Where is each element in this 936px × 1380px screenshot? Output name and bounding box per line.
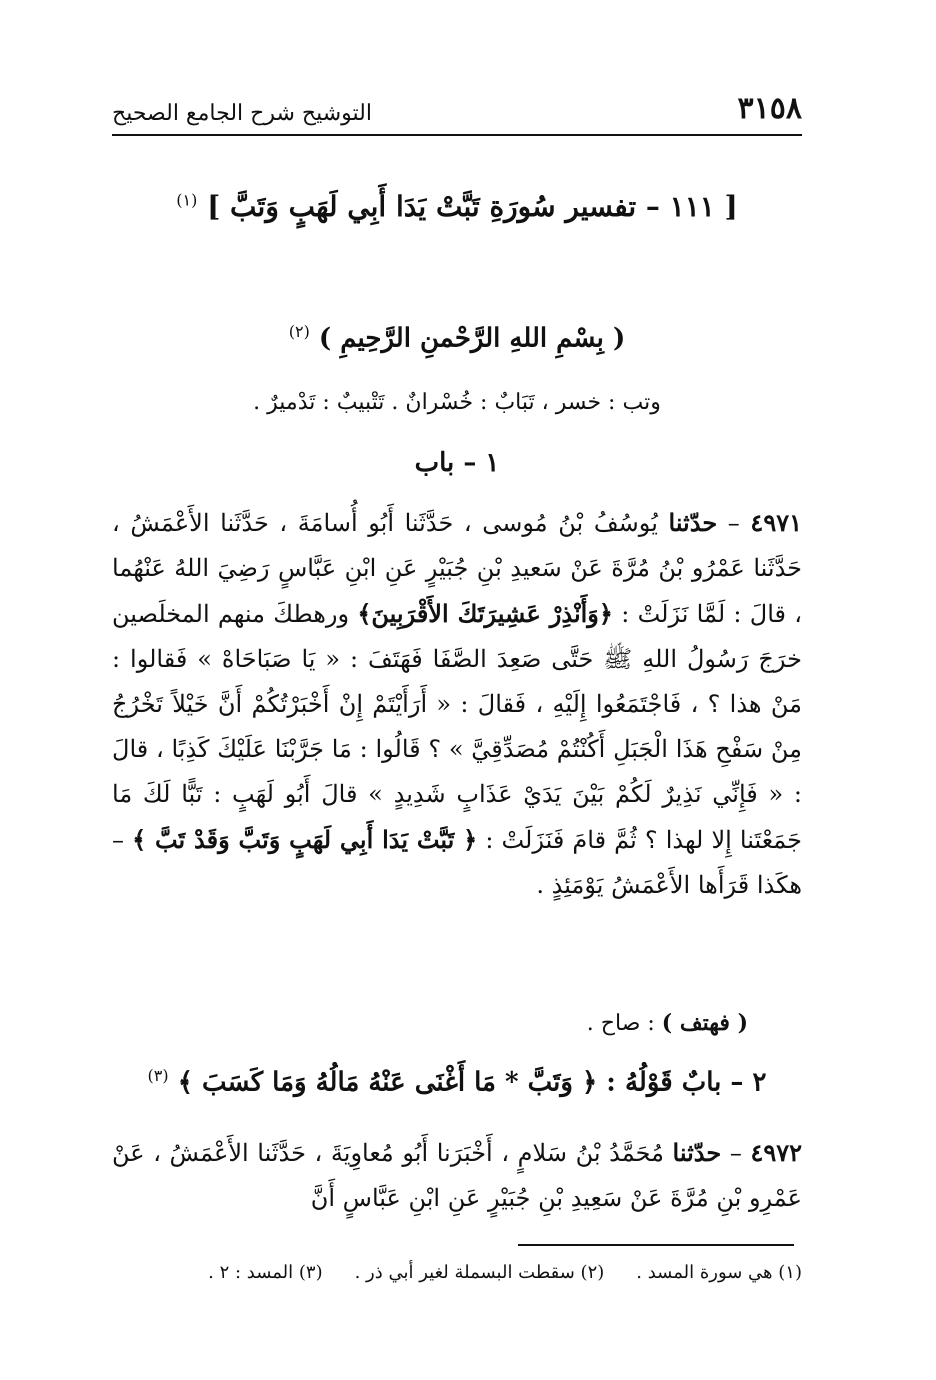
vocabulary-line: وتب : خسر ، تَبَابٌ : خُسْرانٌ . تَتْبيبٌ : تَدْميرٌ . — [253, 390, 661, 415]
footnote-ref-2: (٢) — [288, 322, 310, 341]
hadith-text-part: مُحَمَّدُ بْنُ سَلامٍ ، أَخْبَرَنا أَبُو مُعاوِيَةَ ، حَدَّثَنا الأَعْمَشُ ، عَنْ عَمْرِو بْنِ مُرَّةَ عَنْ سَعِيدِ بْنِ جُبَيْرٍ عَنِ ابْنِ عَبَّاسٍ أَنَّ — [112, 1139, 802, 1212]
running-title: التوشيح شرح الجامع الصحيح — [112, 101, 372, 126]
footnote-2: (٢) سقطت البسملة لغير أبي ذر . — [354, 1262, 605, 1283]
hadith-text-part: – هكَذا قَرَأَها الأَعْمَشُ يَوْمَئِذٍ . — [112, 826, 802, 899]
bab-2-text: ٢ – بابٌ قَوْلُهُ : ﴿ وَتَبَّ * مَا أَغْنَى عَنْهُ مَالُهُ وَمَا كَسَبَ ﴾ — [177, 1067, 767, 1098]
quran-verse: ﴿وَأَنْذِرْ عَشِيرَتَكَ الأَقْرَبِينَ﴾ — [357, 599, 613, 628]
hadith-label: حدّثنا — [668, 508, 718, 537]
footnotes — [112, 1262, 802, 1283]
footnote-rule — [518, 1244, 794, 1246]
gloss-line — [112, 1010, 748, 1036]
footnote-1: (١) هي سورة المسد . — [636, 1262, 802, 1283]
hadith-number: ٤٩٧٢ — [750, 1138, 802, 1167]
header-rule — [112, 134, 802, 136]
hadith-4971: ٤٩٧١ – حدّثنا يُوسُفُ بْنُ مُوسى ، حَدَّثَنا أَبُو أُسامَةَ ، حَدَّثَنا الأَعْمَشُ ، حَدَّثَنا عَمْرُو بْنُ مُرَّةَ عَنْ سَعيدِ بْنِ جُبَيْرٍ عَنِ ابْنِ عَبَّاسٍ رَضِيَ اللهُ عَنْهُما ، قالَ : لَمَّا نَزَلَتْ : ﴿وَأَنْذِرْ عَشِيرَتَكَ الأَقْرَبِينَ﴾ ورهطكَ منهم المخلَصين خرَجَ رَسُولُ اللهِ ﷺ حَتَّى صَعِدَ الصَّفَا فَهَتَفَ : « يَا صَبَاحَاهْ » فَقالوا : مَنْ هذا ؟ ، فَاجْتَمَعُوا إِلَيْهِ ، فَقالَ : « أَرَأَيْتَمْ إِنْ أَخْبَرْتُكُمْ أَنَّ خَيْلاً تَخْرُجُ مِنْ سَفْحِ هَذَا الْجَبَلِ أَكُنْتُمْ مُصَدِّقِيَّ » ؟ قَالُوا : مَا جَرَّبْنَا عَلَيْكَ كَذِبًا ، قالَ : « فَإِنِّي نَذِيرٌ لَكُمْ بَيْنَ يَدَيْ عَذَابٍ شَدِيدٍ » قالَ أَبُو لَهَبٍ : تَبًّا لَكَ مَا جَمَعْتَنا إِلا لهذا ؟ ثُمَّ قامَ فَنَزَلَتْ : ﴿ تَبَّتْ يَدَا أَبِي لَهَبٍ وَتَبَّ وَقَدْ تَبَّ ﴾ – هكَذا قَرَأَها الأَعْمَشُ يَوْمَئِذٍ . — [112, 508, 803, 899]
basmala-text: ( بِسْمِ اللهِ الرَّحْمنِ الرَّحِيمِ ) — [318, 323, 626, 354]
page-number: ٣١٥٨ — [737, 91, 802, 126]
hadith-label: حدّثنا — [672, 1138, 722, 1167]
hadith-4972: ٤٩٧٢ – حدّثنا مُحَمَّدُ بْنُ سَلامٍ ، أَخْبَرَنا أَبُو مُعاوِيَةَ ، حَدَّثَنا الأَعْمَشُ ، عَنْ عَمْرِو بْنِ مُرَّةَ عَنْ سَعِيدِ بْنِ جُبَيْرٍ عَنِ ابْنِ عَبَّاسٍ أَنَّ — [112, 1138, 802, 1212]
page-header — [112, 86, 802, 126]
quran-verse: ﴿ تَبَّتْ يَدَا أَبِي لَهَبٍ وَتَبَّ وَقَدْ تَبَّ ﴾ — [132, 825, 478, 854]
hadith-number: ٤٩٧١ — [750, 508, 802, 537]
gloss-term: ( فهتف ) — [661, 1010, 748, 1036]
bab-2-heading — [112, 1066, 802, 1098]
gloss-definition: : صاح . — [586, 1011, 655, 1036]
chapter-title — [112, 190, 802, 223]
footnote-ref-1: (١) — [176, 190, 198, 210]
basmala — [112, 322, 802, 354]
hadith-text-part: يُوسُفُ بْنُ مُوسى ، حَدَّثَنا أَبُو أُسامَةَ ، حَدَّثَنا الأَعْمَشُ ، حَدَّثَنا عَمْرُو بْنُ مُرَّةَ عَنْ سَعيدِ بْنِ جُبَيْرٍ عَنِ ابْنِ عَبَّاسٍ رَضِيَ اللهُ عَنْهُما ، قالَ : لَمَّا نَزَلَتْ : — [112, 509, 803, 628]
bab-1-heading: ١ – باب — [414, 448, 500, 478]
footnote-3: (٣) المسد : ٢ . — [208, 1262, 323, 1283]
footnote-ref-3: (٣) — [147, 1066, 169, 1085]
chapter-title-text: [ ١١١ – تفسير سُورَةِ تَبَّتْ يَدَا أَبِي لَهَبٍ وَتَبَّ ] — [207, 190, 738, 223]
hadith-text-part: ورهطكَ منهم المخلَصين خرَجَ رَسُولُ اللهِ ﷺ حَتَّى صَعِدَ الصَّفَا فَهَتَفَ : « يَا صَبَاحَاهْ » فَقالوا : مَنْ هذا ؟ ، فَاجْتَمَعُوا إِلَيْهِ ، فَقالَ : « أَرَأَيْتَمْ إِنْ أَخْبَرْتُكُمْ أَنَّ خَيْلاً تَخْرُجُ مِنْ سَفْحِ هَذَا الْجَبَلِ أَكُنْتُمْ مُصَدِّقِيَّ » ؟ قَالُوا : مَا جَرَّبْنَا عَلَيْكَ كَذِبًا ، قالَ : « فَإِنِّي نَذِيرٌ لَكُمْ بَيْنَ يَدَيْ عَذَابٍ شَدِيدٍ » قالَ أَبُو لَهَبٍ : تَبًّا لَكَ مَا جَمَعْتَنا إِلا لهذا ؟ ثُمَّ قامَ فَنَزَلَتْ : — [112, 600, 802, 854]
